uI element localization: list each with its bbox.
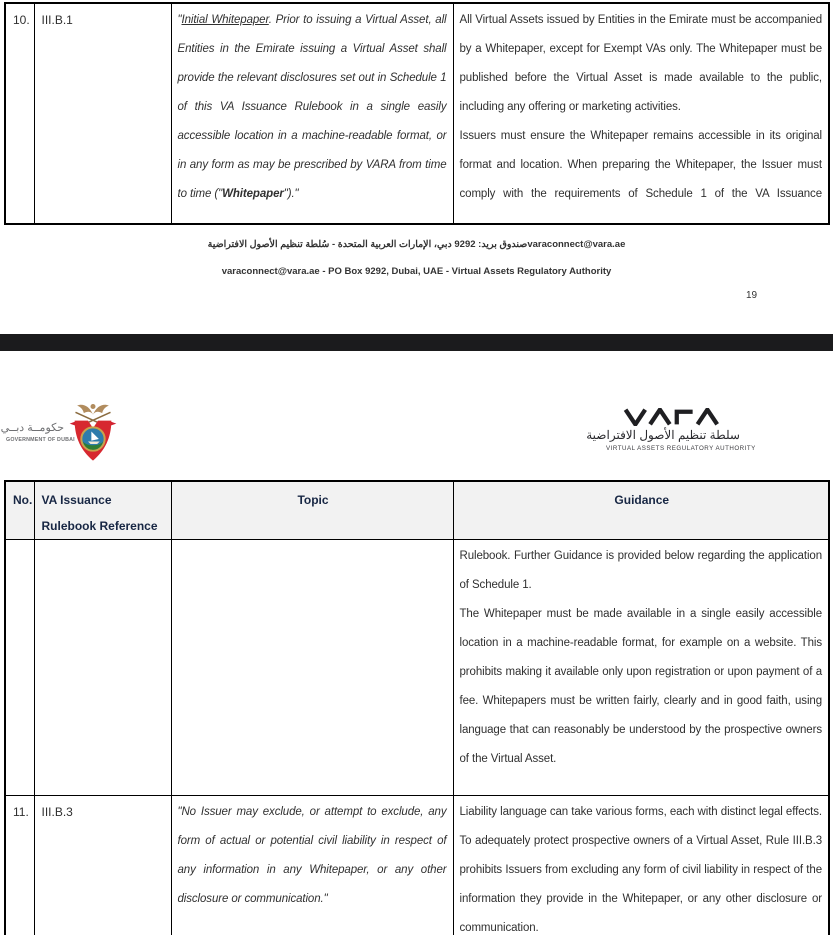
table-row-10-continued — [5, 540, 829, 796]
guidance-paragraph: Liability language can take various forms, each with distinct legal effects. To adequately protect prospective owners of a Virtual Asset, Rule III.B.3 prohibits Issuers from excluding any form of civil liability in respect of the information they provide in the Whitepaper, or any other disclosure or communication. — [459, 806, 822, 934]
vara-logo — [586, 408, 756, 452]
page19-footer-arabic-line — [0, 239, 833, 250]
table-row-10 — [5, 3, 829, 224]
continued-topic-cell — [171, 540, 453, 796]
guidance-paragraph: Rulebook. Further Guidance is provided below regarding the application of Schedule 1. — [459, 550, 822, 591]
header-no: No. — [5, 481, 34, 540]
continued-guidance-cell — [453, 540, 829, 796]
dubai-crest-icon — [68, 398, 118, 470]
guidance-paragraph: Issuers must ensure the Whitepaper remains accessible in its original format and location. When preparing the Whitepaper, the Issuer must comply with the requirements of Schedule 1 of the VA Issuance — [459, 130, 822, 200]
quote-close: ")." — [283, 188, 299, 200]
row11-topic-quote: "No Issuer may exclude, or attempt to exclude, any form of actual or potential civil liability in respect of any information in any Whitepaper, or any other disclosure or communication." — [177, 806, 447, 905]
table-row-11 — [5, 796, 829, 935]
row10-reference-cell: III.B.1 — [34, 3, 171, 224]
row11-reference-cell: III.B.3 — [34, 796, 171, 935]
header-guidance: Guidance — [453, 481, 829, 540]
page-number: 19 — [746, 290, 758, 301]
continued-number-cell — [5, 540, 34, 796]
guidance-paragraph: All Virtual Assets issued by Entities in the Emirate must be accompanied by a Whitepaper, except for Exempt VAs only. The Whitepaper must be published before the Virtual Asset is made available to the public, including any offering or marketing activities. — [459, 14, 822, 113]
topic-bold-term: Whitepaper — [222, 188, 284, 200]
dubai-english-label: GOVERNMENT OF DUBAI — [6, 437, 75, 443]
row10-guidance-cell — [453, 3, 829, 224]
government-of-dubai-logo — [0, 398, 136, 470]
guidance-paragraph: The Whitepaper must be made available in a single easily accessible location in a machine-readable format, for example on a website. This prohibits making it available only upon registration or upon payment of a fee. Whitepapers must be written fairly, clearly and in good faith, using language that can reasonably be understood by the prospective owners of the Virtual Asset. — [459, 608, 822, 765]
row10-topic-cell — [171, 3, 453, 224]
continued-reference-cell — [34, 540, 171, 796]
row10-topic-quote — [178, 6, 447, 209]
page-separator-bar — [0, 334, 833, 351]
page19-footer-english-line: varaconnect@vara.ae - PO Box 9292, Dubai, UAE - Virtual Assets Regulatory Authority — [221, 266, 612, 277]
dubai-arabic-label: حكومــة دبــي — [0, 422, 64, 434]
vara-wordmark-icon — [623, 408, 723, 426]
vara-english-label: VIRTUAL ASSETS REGULATORY AUTHORITY — [606, 445, 756, 452]
rulebook-table-page19 — [4, 2, 830, 225]
topic-underlined-term: Initial Whitepaper — [181, 14, 269, 26]
vara-arabic-label: سلطة تنظيم الأصول الافتراضية — [586, 428, 740, 442]
row11-number-cell: 11. — [5, 796, 34, 935]
table-header-row — [5, 481, 829, 540]
row11-topic-cell — [171, 796, 453, 935]
header-reference: VA Issuance Rulebook Reference — [34, 481, 171, 540]
topic-body-text: . Prior to issuing a Virtual Asset, all Entities in the Emirate issuing a Virtual Asset shall provide the relevant disclosures set out in Schedule 1 of this VA Issuance Rulebook in a single easily accessible location in a machine-readable format, or in any form as may be prescribed by VARA from time to time (" — [177, 14, 447, 200]
row11-guidance-cell — [453, 796, 829, 935]
footer-arabic-text: صندوق بريد: 9292 دبي، الإمارات العربية المتحدة - سُلطة تنظيم الأصول الافتراضية — [207, 239, 528, 250]
header-topic: Topic — [171, 481, 453, 540]
dubai-logo-text — [0, 422, 75, 443]
row10-number-cell: 10. — [5, 3, 34, 224]
footer-email-text: varaconnect@vara.ae — [527, 239, 626, 250]
quote-open: " — [177, 14, 182, 26]
rulebook-table-page20 — [4, 480, 830, 935]
